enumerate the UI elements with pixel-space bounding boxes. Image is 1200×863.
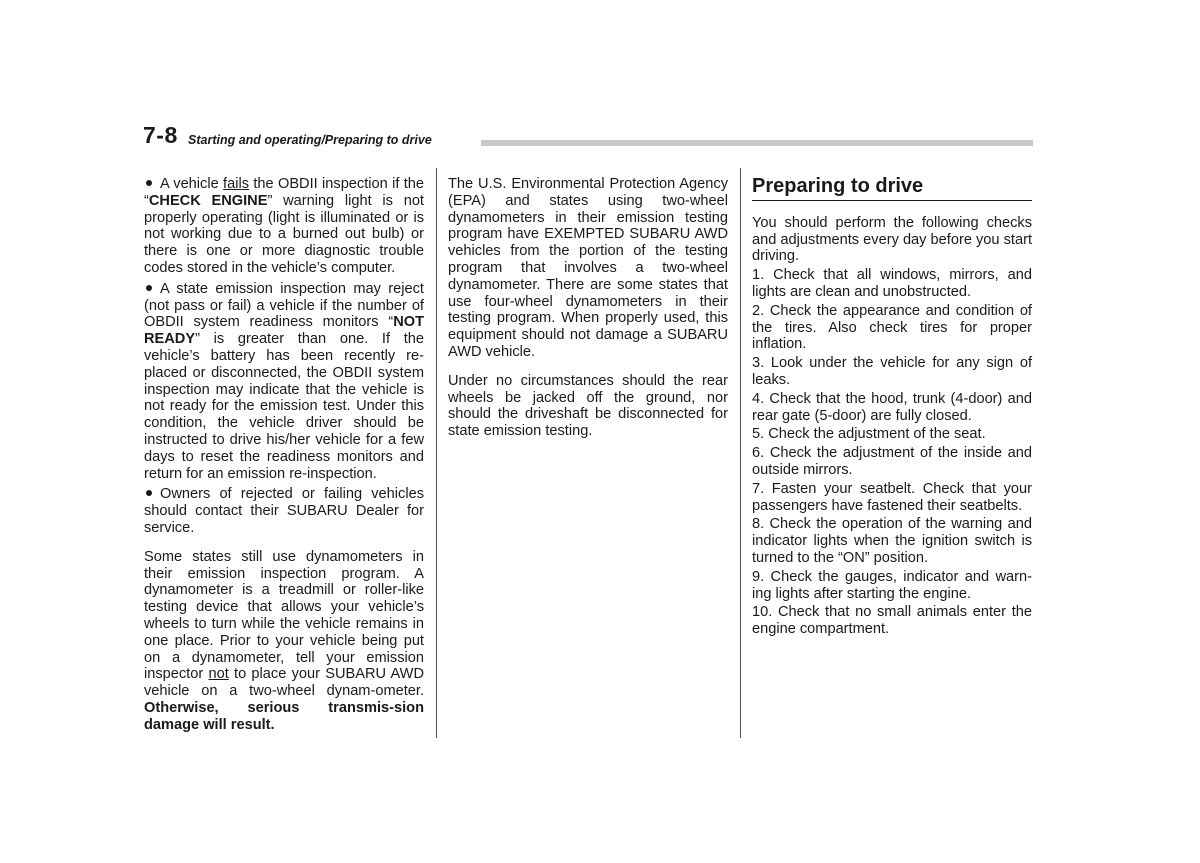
paragraph-dynamometer — [144, 549, 424, 734]
checklist-item: 6. Check the adjustment of the inside and outside mirrors. — [752, 445, 1032, 478]
bullet-paragraph-dealer — [144, 486, 424, 536]
column-divider-left — [436, 168, 437, 738]
section-title: Starting and operating/Preparing to drive — [188, 133, 432, 147]
checklist-item: 1. Check that all windows, mirrors, and lights are clean and unobstructed. — [752, 267, 1032, 300]
header-rule — [481, 140, 1033, 146]
page-number: 7-8 — [143, 122, 178, 148]
checklist-item: 2. Check the appearance and condition of the tires. Also check tires for proper inflation. — [752, 302, 1032, 353]
bullet-icon — [146, 285, 152, 291]
intro-paragraph: You should perform the following checks and adjustments every day before you start driving. — [752, 214, 1032, 265]
text: Under no circumstances should the rear wheels be jacked off the ground, nor should the driveshaft be disconnected for state emission testing. — [448, 372, 728, 440]
bullet-paragraph-obdii-fail — [144, 176, 424, 277]
text: A vehicle — [160, 176, 224, 192]
column-divider-right — [740, 168, 741, 738]
checklist-item: 10. Check that no small animals enter the engine compartment. — [752, 604, 1032, 638]
text: Owners of rejected or failing vehicles should contact their SUBARU Dealer for service. — [144, 486, 424, 536]
bullet-paragraph-readiness — [144, 281, 424, 483]
checklist-item: 9. Check the gauges, indicator and warn-ing lights after starting the engine. — [752, 568, 1032, 602]
text: ” is greater than one. If the vehicle’s battery has been recently re-placed or disconnected, the OBDII system inspection may indicate that the vehicle is not ready for the emission test. Under this condition, the vehicle driver should be instructed to drive his/her vehicle for a few days to reset the readiness monitors and return for an emission re-inspection. — [144, 331, 424, 482]
section-heading-box — [752, 176, 1032, 201]
text: The U.S. Environmental Protection Agency (EPA) and states using two-wheel dynamometers in their emission testing program have EXEMPTED SUBARU AWD vehicles from the portion of the testing program that involves a two-wheel dynamometer. There are some states that use four-wheel dynamometers in their testing program. When properly used, this equipment should not damage a SUBARU AWD vehicle. — [448, 176, 728, 360]
checklist-item: 7. Fasten your seatbelt. Check that your passengers have fastened their seatbelts. — [752, 480, 1032, 514]
text: to place your SUBARU AWD vehicle on a two-wheel dynam-ometer. — [144, 666, 424, 700]
paragraph-epa — [448, 176, 728, 361]
page-header — [143, 122, 1033, 152]
checklist-item: 5. Check the adjustment of the seat. — [752, 426, 986, 443]
left-column — [144, 176, 424, 734]
bold-text: CHECK ENGINE — [148, 192, 268, 209]
text: the OBDII inspection if the “ — [144, 176, 425, 209]
underlined-text: not — [208, 666, 229, 683]
text: Some states still use dynamometers in their emission inspection program. A dynamometer is a treadmill or roller-like testing device that allows your vehicle’s wheels to turn while the vehicle remains in one place. Prior to your vehicle being put on a dynamometer, tell your emission inspector — [144, 548, 424, 683]
middle-column — [448, 176, 728, 440]
checklist-item: 3. Look under the vehicle for any sign of leaks. — [752, 355, 1032, 388]
bold-text: NOT READY — [144, 314, 424, 348]
section-heading: Preparing to drive — [752, 175, 924, 197]
paragraph-no-jacking — [448, 373, 728, 440]
bullet-icon — [146, 490, 152, 496]
right-column — [752, 176, 1032, 640]
bullet-icon — [146, 180, 152, 186]
text: A state emission inspection may reject (not pass or fail) a vehicle if the number of OBDII system readiness monitors “ — [144, 280, 424, 331]
checklist-item: 4. Check that the hood, trunk (4-door) and rear gate (5-door) are fully closed. — [752, 390, 1032, 424]
underlined-text: fails — [223, 176, 249, 192]
checklist-item: 8. Check the operation of the warning and indicator lights when the ignition switch is turned to the “ON” position. — [752, 516, 1032, 566]
text: ” warning light is not properly operating (light is illuminated or is not working due to a burned out bulb) or there is one or more diagnostic trouble codes stored in the vehicle’s computer. — [144, 192, 424, 276]
warning-text: Otherwise, serious transmis-sion damage will result. — [144, 699, 424, 733]
